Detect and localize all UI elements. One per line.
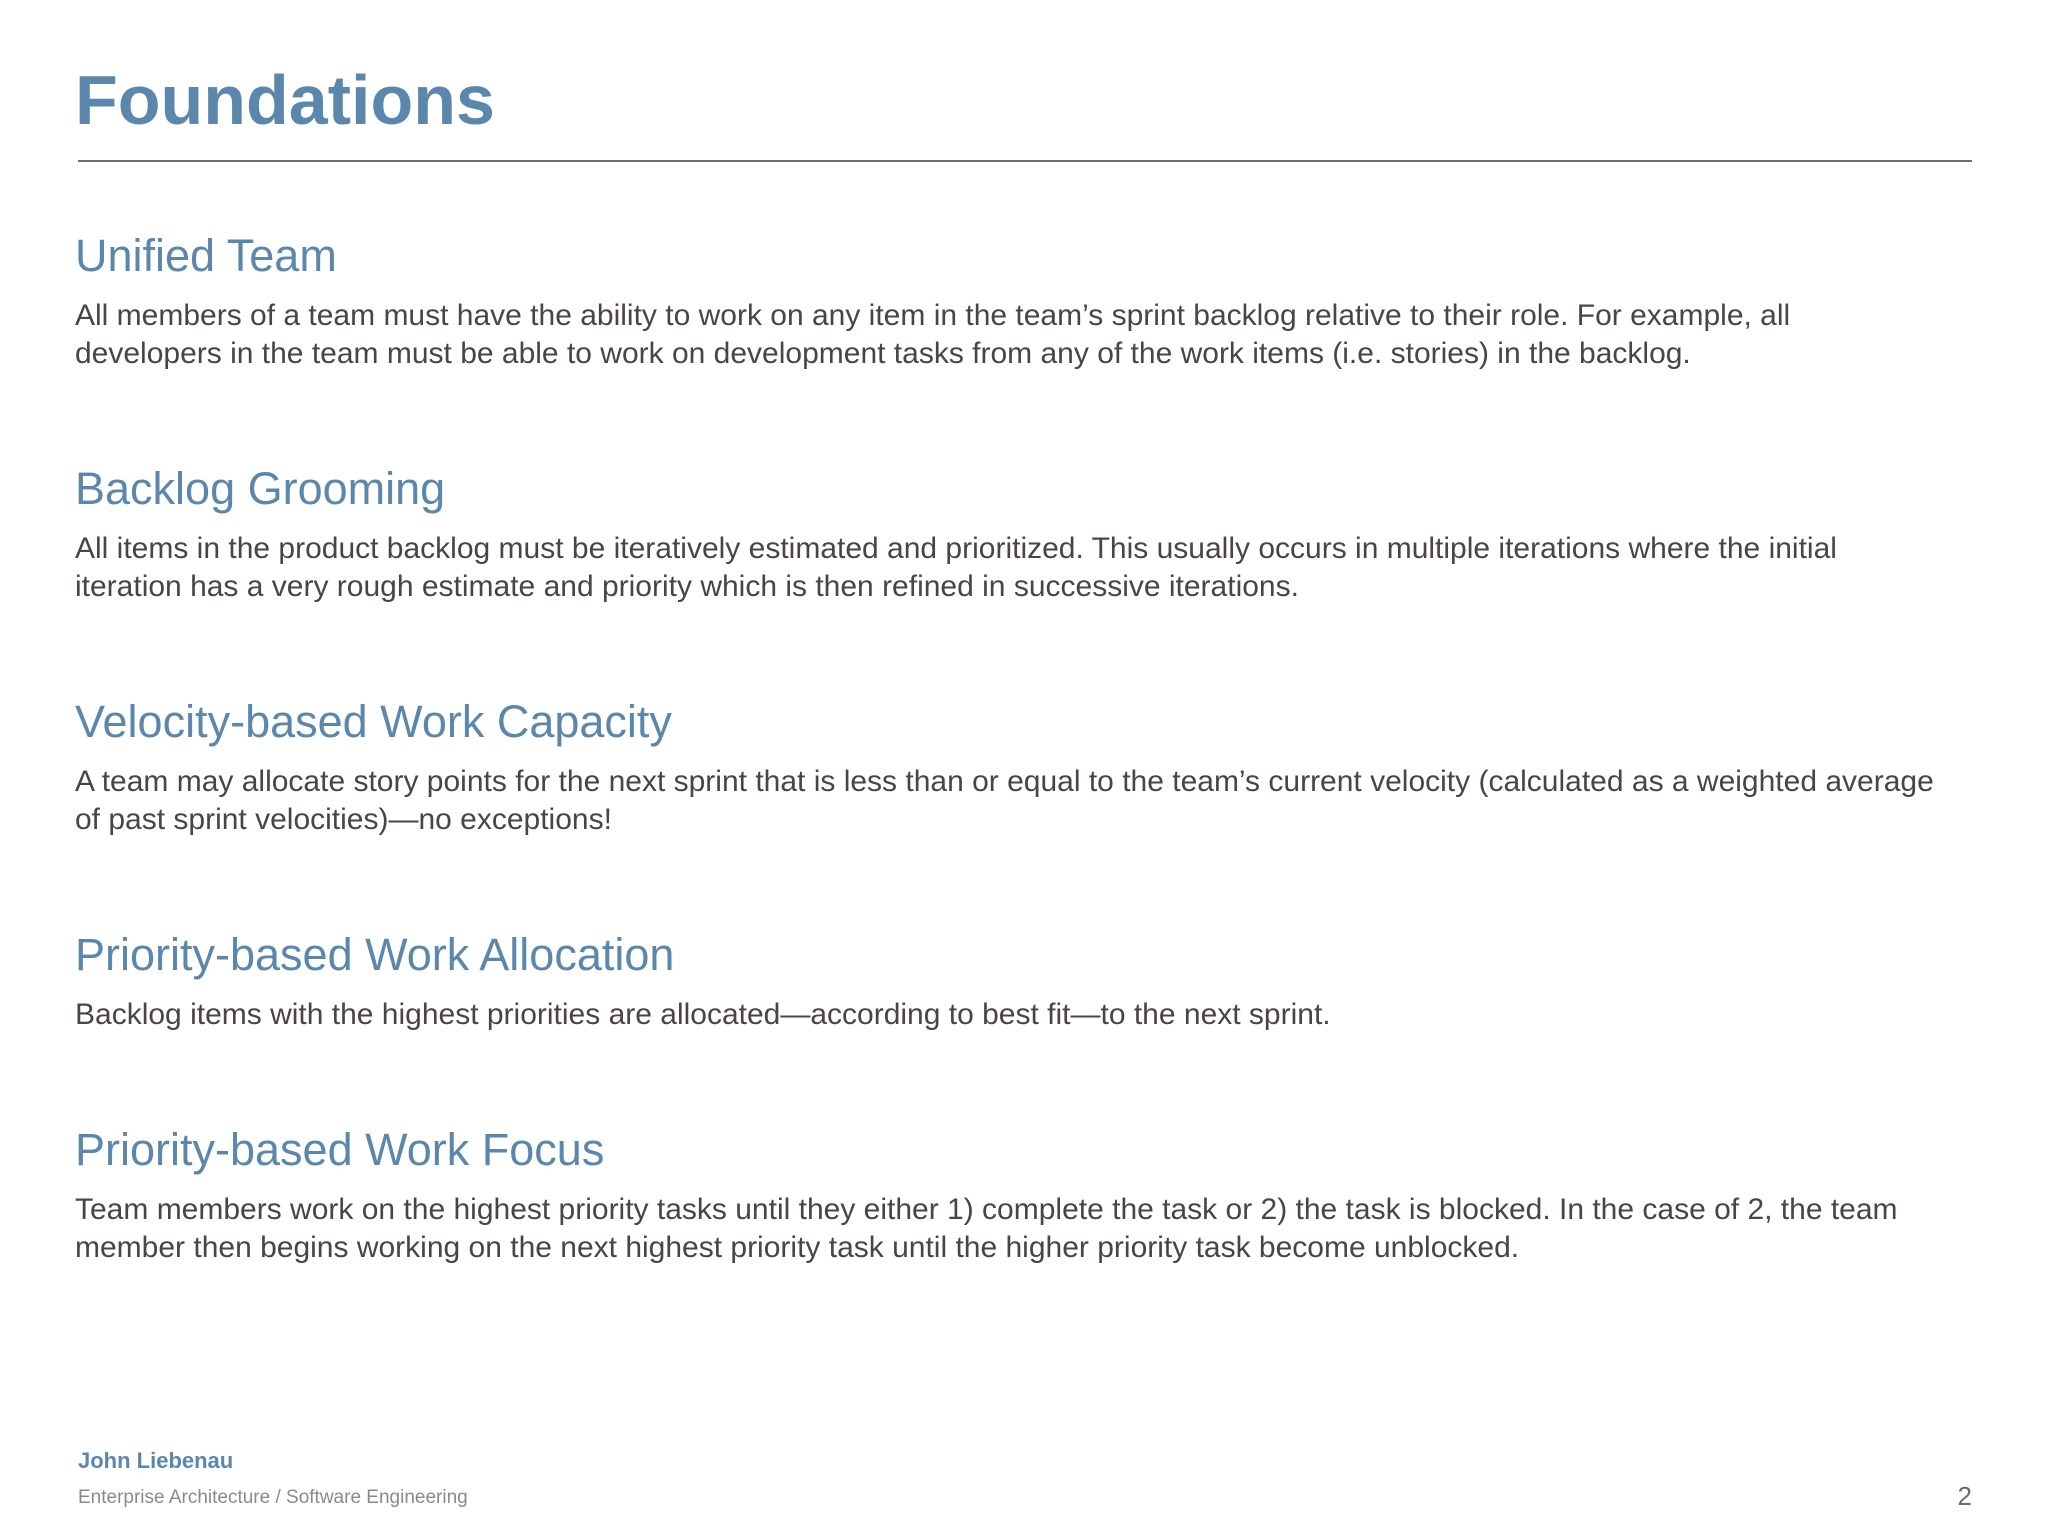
section-heading: Backlog Grooming: [75, 463, 446, 514]
section-heading: Velocity-based Work Capacity: [75, 696, 672, 747]
section-priority-based-work-focus: [75, 1123, 1935, 1267]
section-heading: Unified Team: [75, 230, 337, 281]
section-velocity-based-work-capacity: [75, 695, 1935, 839]
section-body: All items in the product backlog must be iteratively estimated and prioritized. This usually occurs in multiple iterations where the initial iteration has a very rough estimate and priority which is then refined in successive iterations.: [75, 532, 1837, 603]
slide-title: Foundations: [75, 61, 495, 139]
section-body: Backlog items with the highest priorities are allocated—according to best fit—to the next sprint.: [75, 998, 1331, 1031]
section-body: Team members work on the highest priority tasks until they either 1) complete the task or 2) the task is blocked. In the case of 2, the team member then begins working on the next highest priority task until the higher priority task become unblocked.: [75, 1193, 1898, 1264]
footer-course-title: Enterprise Architecture / Software Engineering: [78, 1487, 468, 1508]
section-body: A team may allocate story points for the next sprint that is less than or equal to the team’s current velocity (calculated as a weighted average of past sprint velocities)—no exceptions!: [75, 765, 1934, 836]
section-backlog-grooming: [75, 462, 1935, 606]
section-heading: Priority-based Work Allocation: [75, 929, 675, 980]
section-priority-based-work-allocation: [75, 928, 1935, 1034]
section-unified-team: [75, 229, 1935, 373]
footer-author: John Liebenau: [78, 1448, 234, 1473]
section-heading: Priority-based Work Focus: [75, 1124, 605, 1175]
page-number: 2: [1957, 1481, 1972, 1511]
title-divider: [78, 160, 1972, 162]
section-body: All members of a team must have the ability to work on any item in the team’s sprint backlog relative to their role. For example, all developers in the team must be able to work on development tasks from any of the work items (i.e. stories) in the backlog.: [75, 299, 1791, 370]
